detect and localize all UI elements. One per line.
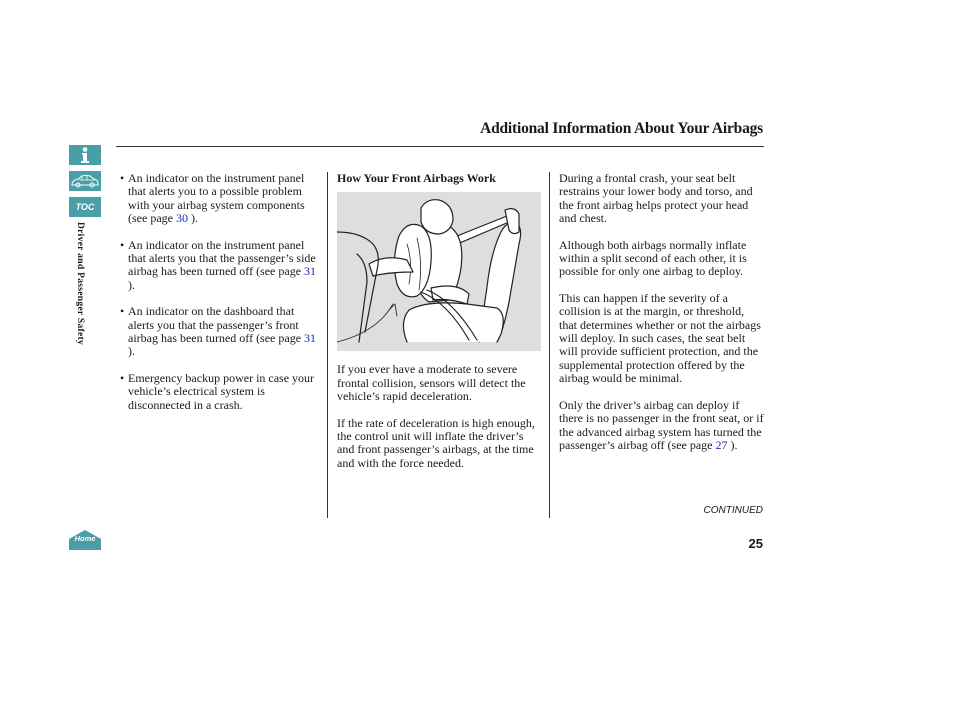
page-title: Additional Information About Your Airbags <box>480 120 763 137</box>
column-divider <box>549 172 550 518</box>
home-label: Home <box>74 534 96 543</box>
paragraph: Only the driver’s airbag can deploy if there is no passenger in the front seat, or if the advanced airbag system has turned the passenger’s airbag off (see page 27 ). <box>559 397 764 452</box>
column-right <box>559 172 764 465</box>
column-middle <box>337 172 537 483</box>
column-divider <box>327 172 328 518</box>
vehicle-button[interactable] <box>69 171 101 191</box>
airbag-illustration <box>337 192 541 351</box>
section-tab[interactable]: Driver and Passenger Safety <box>75 222 85 346</box>
home-button[interactable] <box>69 530 101 550</box>
toc-button[interactable] <box>69 197 101 217</box>
vehicle-icon <box>69 171 101 191</box>
paragraph: This can happen if the severity of a collision is at the margin, or threshold, that determines whether or not the airbags will deploy. In such cases, the seat belt will provide sufficient protection, and the supplemental protection offered by the airbag would be minimal. <box>559 290 761 386</box>
section-heading: How Your Front Airbags Work <box>337 171 496 185</box>
info-button[interactable] <box>69 145 101 165</box>
toc-label: TOC <box>75 202 95 212</box>
title-divider <box>116 146 764 147</box>
paragraph: Although both airbags normally inflate within a split second of each other, it is possible for only one airbag to deploy. <box>559 237 747 279</box>
info-icon <box>69 145 101 165</box>
page-link[interactable]: 30 <box>175 211 188 226</box>
paragraph: During a frontal crash, your seat belt restrains your lower body and torso, and the front airbag helps protect your head and chest. <box>559 171 753 226</box>
column-left <box>120 172 320 425</box>
page-link[interactable]: 31 <box>304 264 317 279</box>
page-link[interactable]: 31 <box>304 331 317 346</box>
bullet-item: • An indicator on the dashboard that alerts you that the passenger’s front airbag has been turned off (see page 31 ). <box>120 304 317 359</box>
paragraph: If you ever have a moderate to severe frontal collision, sensors will detect the vehicle’s rapid deceleration. <box>337 362 526 404</box>
page-link[interactable]: 27 <box>715 437 728 452</box>
bullet-item: • An indicator on the instrument panel that alerts you to a possible problem with your airbag system components (see page 30 ). <box>120 171 305 226</box>
continued-label: CONTINUED <box>703 505 763 516</box>
paragraph: If the rate of deceleration is high enough, the control unit will inflate the driver’s and front passenger’s airbags, at the time and with the force needed. <box>337 415 535 470</box>
bullet-item: • An indicator on the instrument panel that alerts you that the passenger’s side airbag has been turned off (see page 31 ). <box>120 237 317 292</box>
page-number: 25 <box>748 536 763 551</box>
bullet-item: • Emergency backup power in case your vehicle’s electrical system is disconnected in a crash. <box>120 370 315 412</box>
